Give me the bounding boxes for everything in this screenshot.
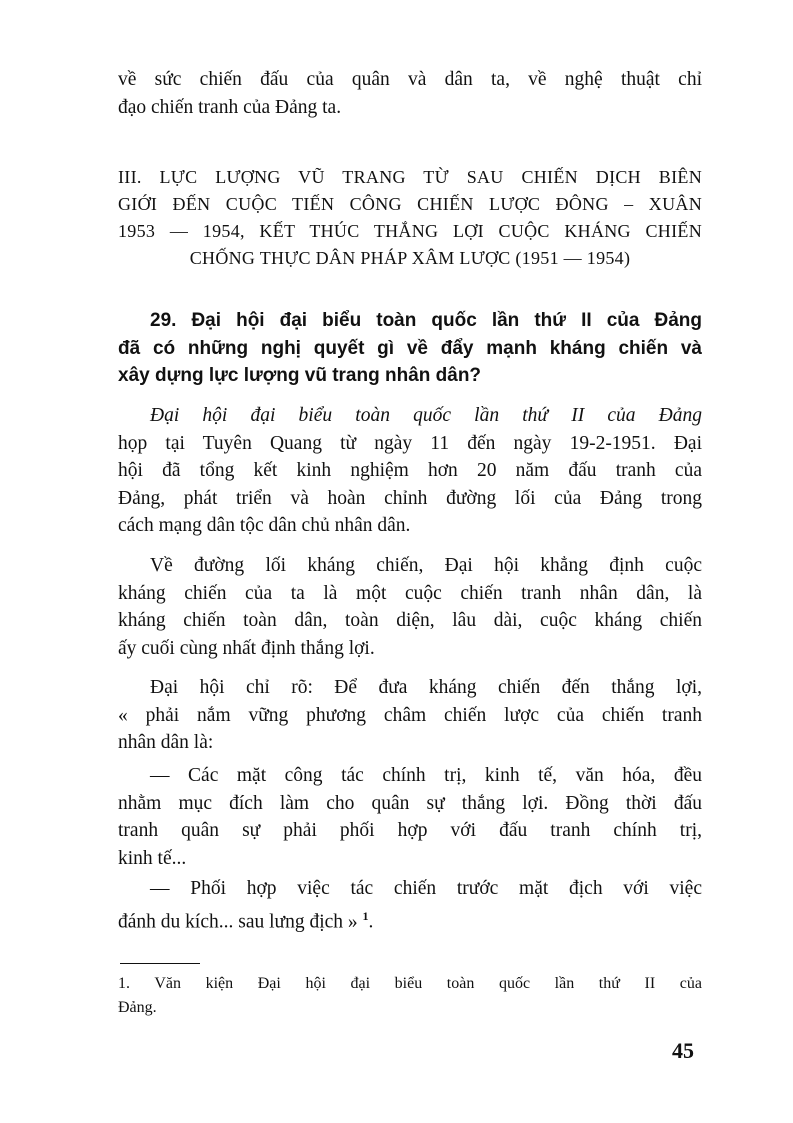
- text-line: hội đã tổng kết kinh nghiệm hơn 20 năm đấu tranh của: [118, 460, 702, 481]
- heading-line: GIỚI ĐẾN CUỘC TIẾN CÔNG CHIẾN LƯỢC ĐÔNG – XUÂN: [118, 194, 702, 214]
- text-line: ấy cuối cùng nhất định thắng lợi.: [118, 637, 375, 659]
- text-line: kinh tế...: [118, 847, 187, 869]
- text-line: họp tại Tuyên Quang từ ngày 11 đến ngày 19-2-1951. Đại: [118, 432, 702, 454]
- footnote: [118, 972, 702, 1020]
- question-heading: [118, 307, 702, 390]
- text-line: Đảng, phát triển và hoàn chỉnh đường lối của Đảng trong: [118, 487, 702, 509]
- question-line: 29. Đại hội đại biểu toàn quốc lần thứ II của Đảng: [150, 310, 702, 331]
- answer-paragraph-3: [118, 674, 702, 757]
- text-line: Về đường lối kháng chiến, Đại hội khẳng định cuộc: [150, 555, 702, 576]
- page-number: 45: [672, 1038, 694, 1063]
- footnote-line: 1. Văn kiện Đại hội đại biểu toàn quốc lần thứ II của: [118, 975, 702, 992]
- text-line: nhân dân là:: [118, 732, 214, 753]
- footnote-line: Đảng.: [118, 999, 157, 1016]
- heading-line: III. LỰC LƯỢNG VŨ TRANG TỪ SAU CHIẾN DỊCH BIÊN: [118, 167, 702, 187]
- heading-line: 1953 — 1954, KẾT THÚC THẮNG LỢI CUỘC KHÁNG CHIẾN: [118, 221, 702, 241]
- question-line: xây dựng lực lượng vũ trang nhân dân?: [118, 365, 482, 386]
- answer-paragraph-1: [118, 402, 702, 540]
- heading-line: CHỐNG THỰC DÂN PHÁP XÂM LƯỢC (1951 — 1954): [189, 248, 631, 268]
- question-line: đã có những nghị quyết gì về đẩy mạnh kháng chiến và: [118, 337, 702, 359]
- footnote-reference: 1: [362, 908, 369, 923]
- text-line: nhằm mục đích làm cho quân sự thắng lợi. Đồng thời đấu: [118, 792, 702, 814]
- text-line: cách mạng dân tộc dân chủ nhân dân.: [118, 515, 411, 536]
- text-line: — Phối hợp việc tác chiến trước mặt địch với việc: [150, 878, 702, 899]
- text-line: Đại hội chỉ rõ: Để đưa kháng chiến đến thắng lợi,: [150, 677, 702, 698]
- top-paragraph: [118, 66, 702, 121]
- text-line: — Các mặt công tác chính trị, kinh tế, văn hóa, đều: [150, 765, 702, 786]
- footnote-divider: [120, 963, 200, 964]
- text-line: tranh quân sự phải phối hợp với đấu tranh chính trị,: [118, 820, 702, 841]
- answer-paragraph-5: [118, 875, 702, 930]
- italic-line: Đại hội đại biểu toàn quốc lần thứ II của Đảng: [150, 405, 702, 426]
- answer-paragraph-4: [118, 762, 702, 872]
- answer-paragraph-2: [118, 552, 702, 662]
- text-line: kháng chiến của ta là một cuộc chiến tranh nhân dân, là: [118, 582, 702, 604]
- text-line: đạo chiến tranh của Đảng ta.: [118, 96, 342, 118]
- text-line: về sức chiến đấu của quân và dân ta, về nghệ thuật chỉ: [118, 69, 702, 90]
- text-line: kháng chiến toàn dân, toàn diện, lâu dài, cuộc kháng chiến: [118, 610, 702, 631]
- text-span: đánh du kích... sau lưng địch »: [118, 911, 358, 932]
- text-line: đánh du kích... sau lưng địch » $^1$.: [118, 908, 374, 932]
- text-line: « phải nắm vững phương châm chiến lược của chiến tranh: [118, 704, 702, 726]
- section-heading: [118, 164, 702, 272]
